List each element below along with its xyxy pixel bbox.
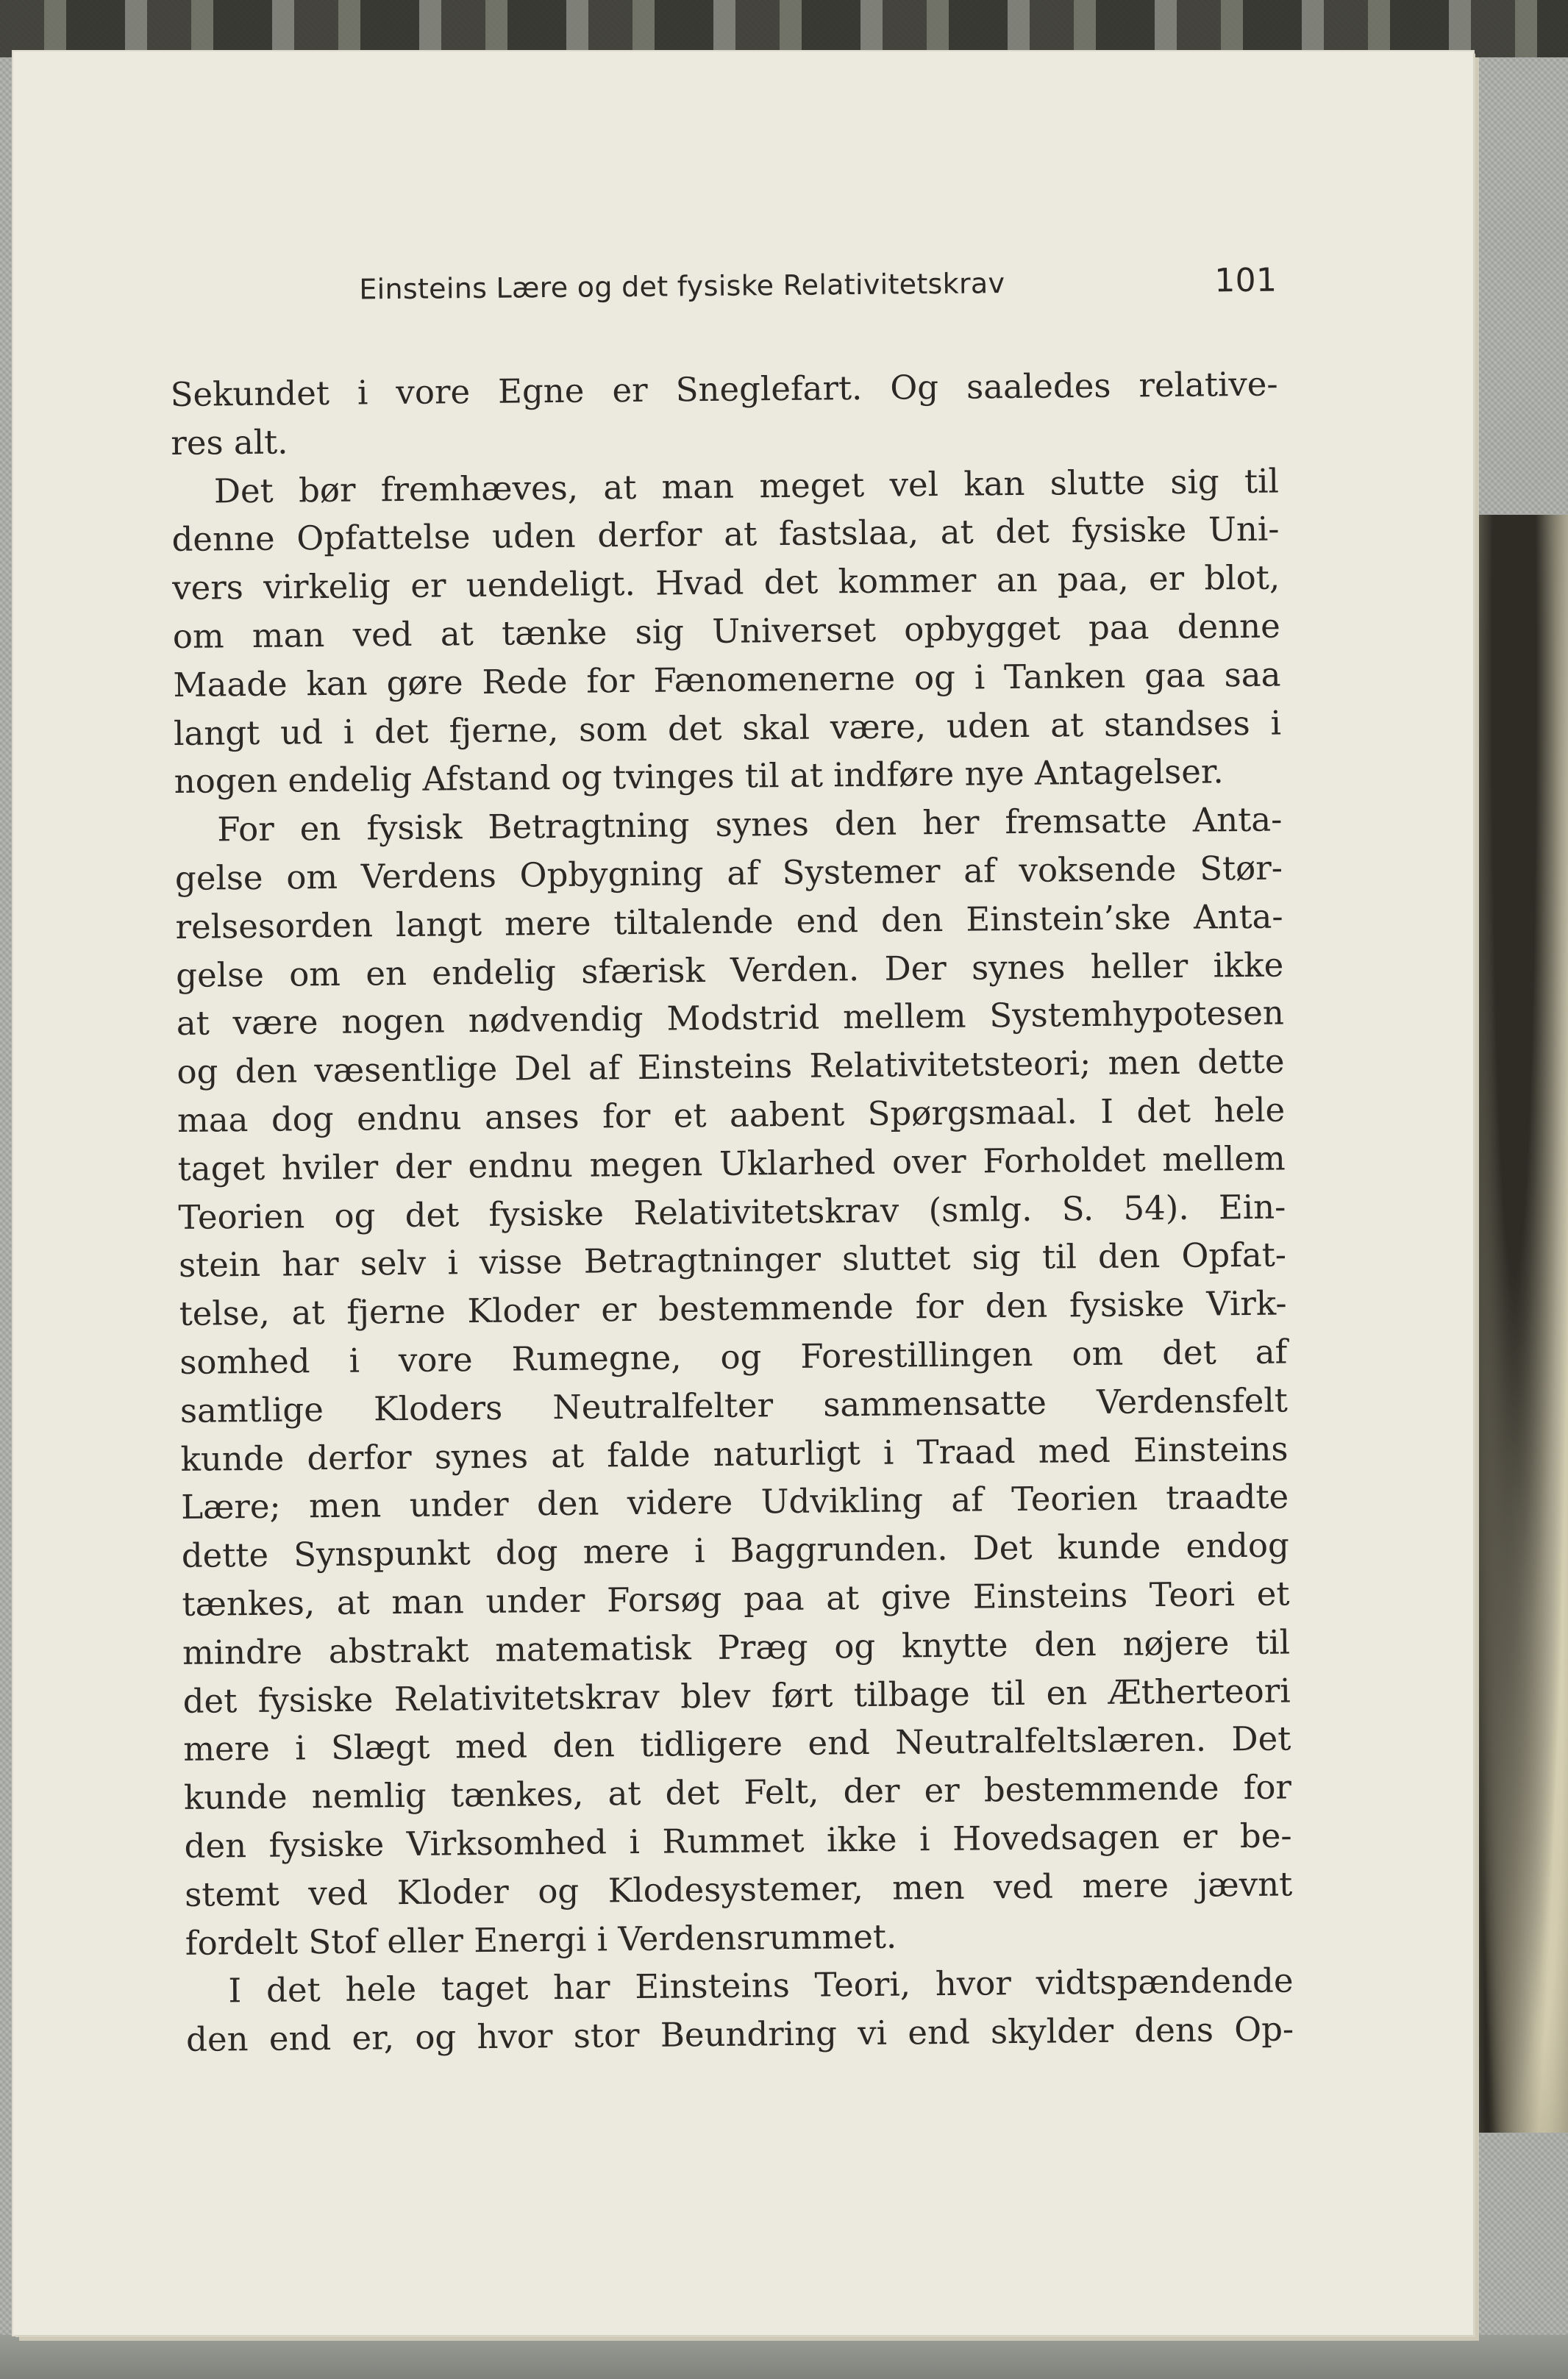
text-line: Lære; men under den videre Udvikling af Teorien traadte — [180, 1477, 1289, 1527]
text-line: den end er, og hvor stor Beundring vi end skylder dens Op- — [185, 2009, 1294, 2059]
running-head-title: Einsteins Lære og det fysiske Relativitetskrav — [359, 267, 1005, 306]
text-line: Sekundet i vore Egne er Sneglefart. Og saaledes relative- — [170, 364, 1278, 414]
text-line: Det bør fremhæves, at man meget vel kan slutte sig til — [213, 461, 1280, 511]
text-line: vers virkelig er uendeligt. Hvad det kommer an paa, er blot, — [171, 557, 1280, 608]
text-line: I det hele taget har Einsteins Teori, hvor vidtspændende — [228, 1961, 1294, 2011]
page-text-block — [169, 256, 1294, 2064]
text-line: kunde nemlig tænkes, at det Felt, der er bestemmende for — [183, 1767, 1292, 1818]
text-line: gelse om Verdens Opbygning af Systemer af voksende Stør- — [174, 848, 1283, 898]
text-line: taget hviler der endnu megen Uklarhed over Forholdet mellem — [177, 1138, 1286, 1188]
text-line: mere i Slægt med den tidligere end Neutralfeltslæren. Det — [183, 1719, 1291, 1769]
text-line: at være nogen nødvendig Modstrid mellem Systemhypotesen — [176, 993, 1285, 1044]
text-line: Maade kan gøre Rede for Fænomenerne og i Tanken gaa saa — [173, 655, 1281, 705]
cover-edge-bottom — [0, 2335, 1568, 2379]
text-line: og den væsentlige Del af Einsteins Relativitetsteori; men dette — [177, 1041, 1285, 1092]
body-text — [170, 360, 1294, 2064]
text-line: somhed i vore Rumegne, og Forestillingen om det af — [179, 1332, 1288, 1382]
text-line: langt ud i det fjerne, som det skal være, uden at standses i — [173, 703, 1282, 753]
text-line: den fysiske Virksomhed i Rummet ikke i Hovedsagen er be- — [184, 1816, 1292, 1866]
text-line: dette Synspunkt dog mere i Baggrunden. Det kunde endog — [181, 1525, 1290, 1576]
text-line: stemt ved Kloder og Klodesystemer, men ved mere jævnt — [185, 1864, 1293, 1914]
text-line: res alt. — [171, 422, 288, 463]
text-line: om man ved at tænke sig Universet opbygget paa denne — [172, 606, 1281, 656]
text-line: nogen endelig Afstand og tvinges til at indføre nye Antagelser. — [174, 752, 1224, 802]
text-line: For en fysisk Betragtning synes den her fremsatte Anta- — [217, 799, 1283, 849]
text-line: maa dog endnu anses for et aabent Spørgsmaal. I det hele — [177, 1090, 1286, 1140]
text-line: telse, at fjerne Kloder er bestemmende for den fysiske Virk- — [179, 1283, 1287, 1334]
text-line: mindre abstrakt matematisk Præg og knytte den nøjere til — [182, 1622, 1291, 1672]
text-line: Teorien og det fysiske Relativitetskrav (smlg. S. 54). Ein- — [178, 1187, 1286, 1237]
text-line: relsesorden langt mere tiltalende end den Einstein’ske Anta- — [175, 896, 1283, 946]
text-line: kunde derfor synes at falde naturligt i Traad med Einsteins — [180, 1429, 1289, 1479]
running-head — [169, 256, 1277, 325]
text-line: tænkes, at man under Forsøg paa at give Einsteins Teori et — [182, 1574, 1290, 1624]
text-line: fordelt Stof eller Energi i Verdensrummet. — [185, 1916, 897, 1963]
marbled-endpaper — [1478, 515, 1568, 2133]
paper-page — [13, 51, 1473, 2335]
text-line: det fysiske Relativitetskrav blev ført tilbage til en Ætherteori — [182, 1670, 1291, 1721]
text-line: samtlige Kloders Neutralfelter sammensatte Verdensfelt — [179, 1380, 1289, 1430]
page-number: 101 — [1214, 261, 1277, 300]
text-line: gelse om en endelig sfærisk Verden. Der synes heller ikke — [175, 945, 1284, 995]
text-line: denne Opfattelse uden derfor at fastslaa, at det fysiske Uni- — [171, 509, 1280, 560]
text-line: stein har selv i visse Betragtninger sluttet sig til den Opfat- — [178, 1235, 1287, 1285]
cover-edge-top — [0, 0, 1568, 57]
